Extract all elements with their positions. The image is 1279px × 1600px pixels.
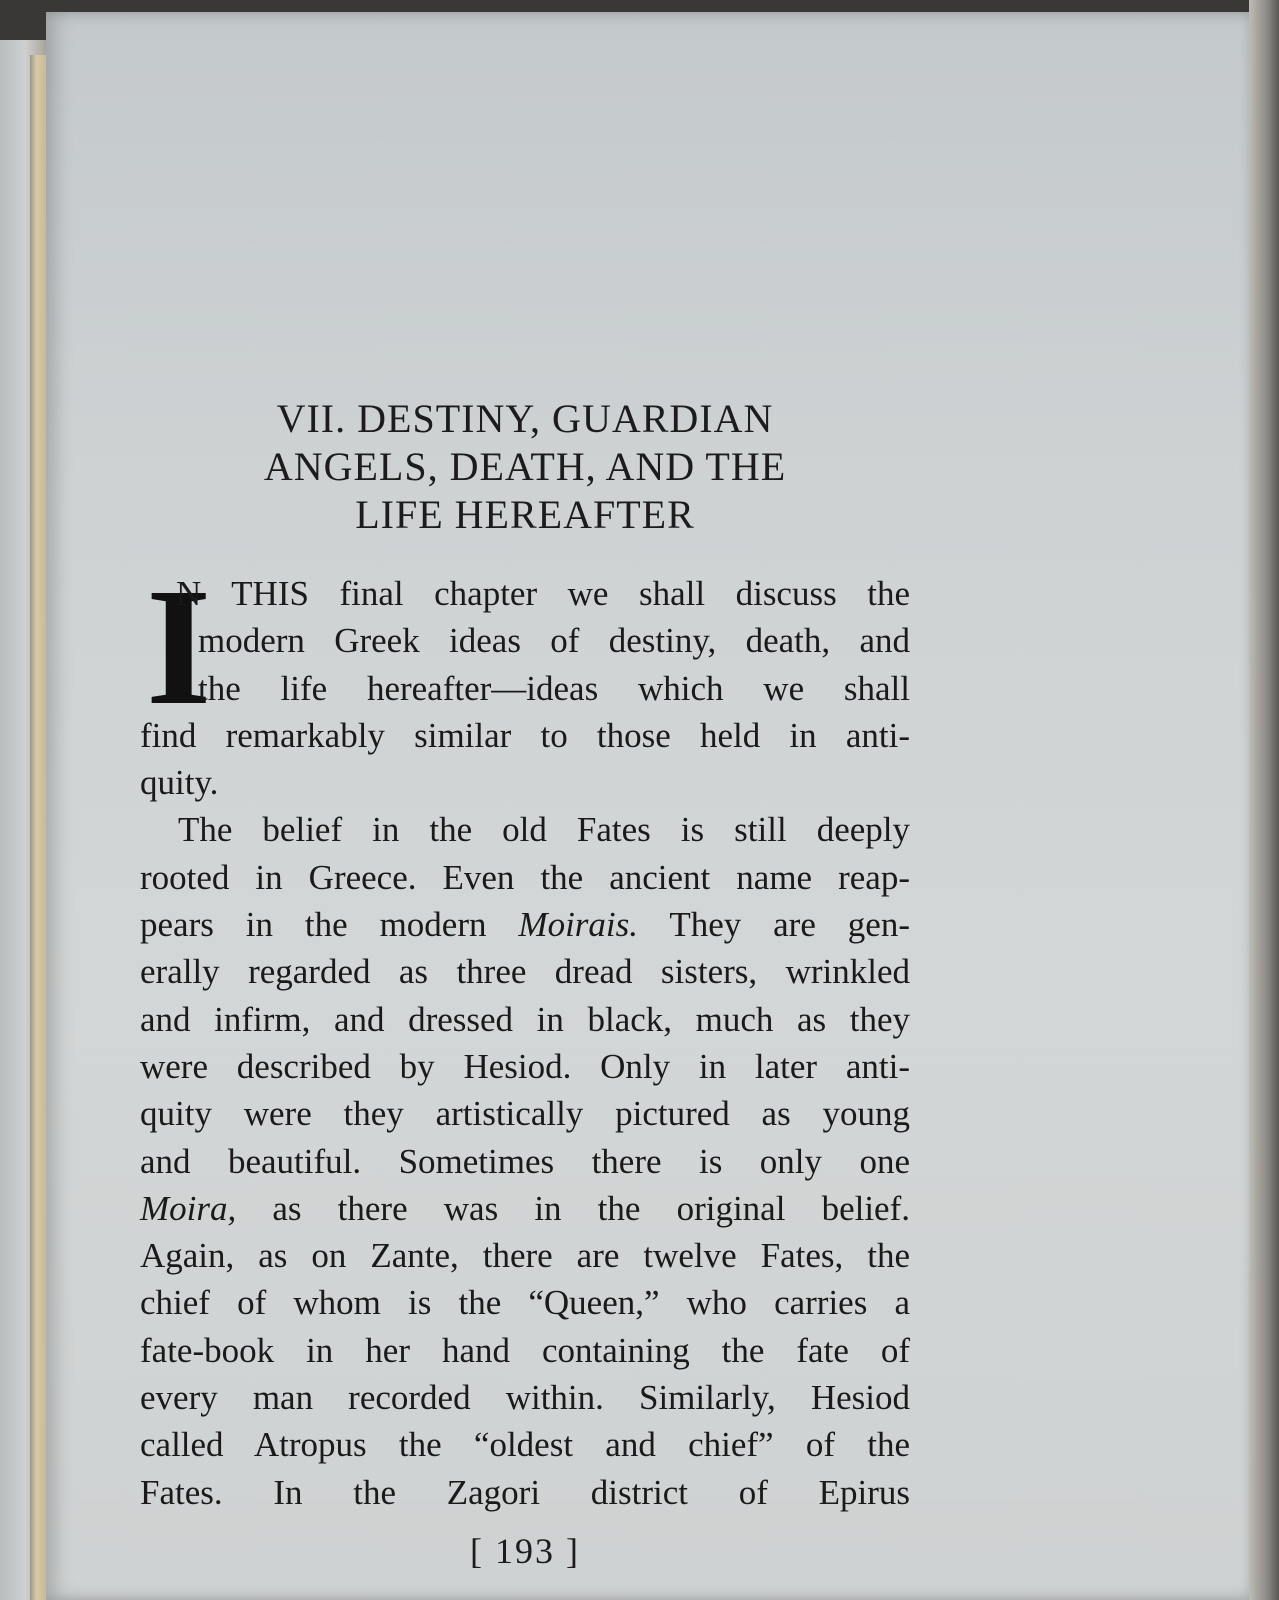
text-line: called Atropus the “oldest and chief” of the [140, 1425, 910, 1465]
text-line: rooted in Greece. Even the ancient name reap- [140, 857, 910, 897]
chapter-title-line-3: LIFE HEREAFTER [355, 492, 695, 537]
text-line: and infirm, and dressed in black, much as they [140, 999, 910, 1039]
text-line: fate-book in her hand containing the fate of [140, 1330, 910, 1370]
drop-cap: I [146, 554, 212, 740]
text-line: N THIS final chapter we shall discuss the [176, 574, 910, 613]
italic-term: Moirais. [518, 905, 639, 945]
text-line: modern Greek ideas of destiny, death, and [198, 621, 910, 661]
text-line [140, 1185, 910, 1232]
italic-term: Moira, [140, 1188, 237, 1228]
text-line: Fates. In the Zagori district of Epirus [140, 1472, 910, 1512]
page-edge [30, 55, 46, 1600]
text-line: were described by Hesiod. Only in later anti- [140, 1046, 910, 1086]
page-number: [ 193 ] [470, 1531, 580, 1571]
text-fragment: as there was in the original belief. [236, 1188, 910, 1228]
text-line: and beautiful. Sometimes there is only one [140, 1141, 910, 1181]
text-line: erally regarded as three dread sisters, wrinkled [140, 952, 910, 992]
body-text [140, 554, 910, 1516]
text-line: chief of whom is the “Queen,” who carries a [140, 1283, 910, 1323]
chapter-title-line-1: VII. DESTINY, GUARDIAN [276, 396, 774, 441]
chapter-title-line-2: ANGELS, DEATH, AND THE [263, 444, 787, 489]
chapter-title [140, 395, 910, 539]
text-line: quity. [140, 763, 219, 803]
text-line [140, 901, 910, 948]
text-line: every man recorded within. Similarly, Hesiod [140, 1378, 910, 1418]
text-line: find remarkably similar to those held in anti- [140, 715, 910, 755]
text-line: Again, as on Zante, there are twelve Fates, the [140, 1236, 910, 1276]
text-line: quity were they artistically pictured as young [140, 1094, 910, 1134]
right-page-edge [1249, 0, 1279, 1600]
text-line: the life hereafter—ideas which we shall [198, 668, 910, 708]
text-line: The belief in the old Fates is still deeply [178, 810, 910, 850]
text-fragment: They are gen- [638, 905, 910, 945]
text-fragment: pears in the modern [140, 905, 519, 945]
